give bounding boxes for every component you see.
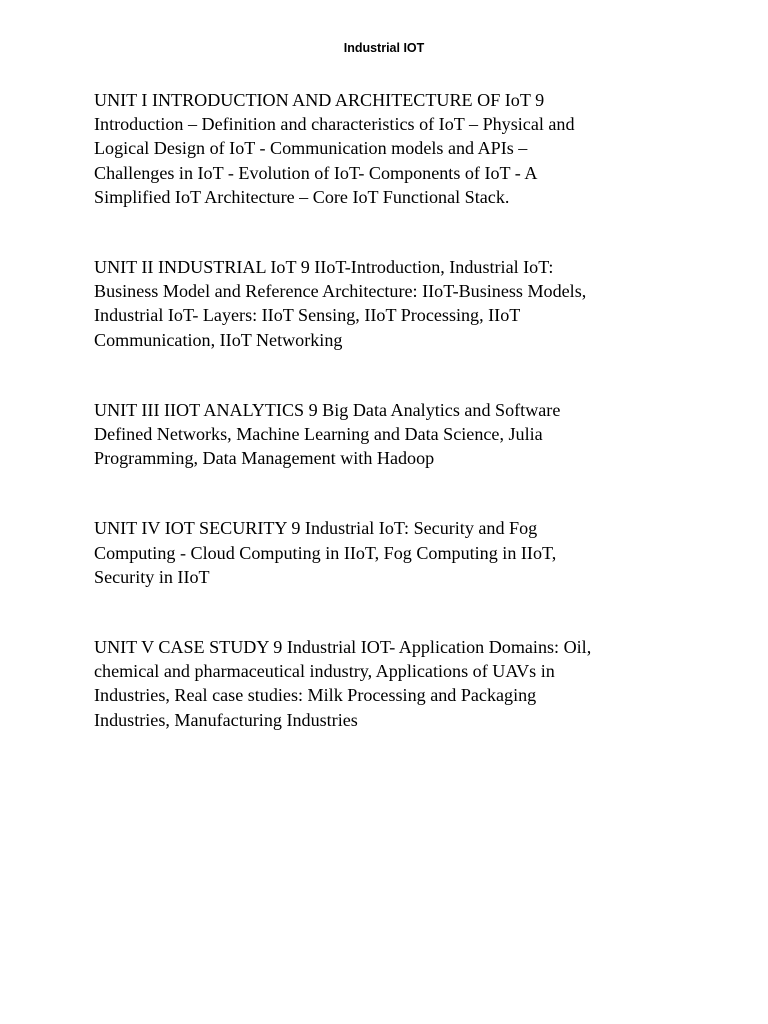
text-line: Introduction – Definition and characteristics of IoT – Physical and — [94, 114, 575, 135]
text-line: chemical and pharmaceutical industry, Applications of UAVs in — [94, 661, 555, 682]
text-line: Logical Design of IoT - Communication models and APIs – — [94, 138, 528, 159]
text-line: Industries, Real case studies: Milk Processing and Packaging — [94, 685, 537, 706]
text-line: UNIT I INTRODUCTION AND ARCHITECTURE OF IoT 9 — [94, 90, 545, 110]
text-line: Defined Networks, Machine Learning and Data Science, Julia — [94, 424, 543, 445]
text-line: Programming, Data Management with Hadoop — [94, 448, 435, 469]
text-line: UNIT II INDUSTRIAL IoT 9 IIoT-Introduction, Industrial IoT: — [94, 257, 554, 278]
text-line: Simplified IoT Architecture – Core IoT Functional Stack. — [94, 186, 510, 207]
text-line: UNIT V CASE STUDY 9 Industrial IOT- Application Domains: Oil, — [94, 637, 592, 658]
text-line: Communication, IIoT Networking — [94, 329, 343, 350]
text-line: Challenges in IoT - Evolution of IoT- Components of IoT - A — [94, 162, 538, 183]
text-line: Industrial IoT- Layers: IIoT Sensing, IIoT Processing, IIoT — [94, 305, 521, 326]
text-line: UNIT III IIOT ANALYTICS 9 Big Data Analytics and Software — [94, 399, 561, 420]
unit-3-paragraph — [94, 398, 694, 471]
text-line: Security in IIoT — [94, 566, 210, 587]
document-title: Industrial IOT — [343, 41, 425, 55]
unit-5-paragraph — [94, 635, 694, 732]
text-line: Business Model and Reference Architecture: IIoT-Business Models, — [94, 281, 587, 302]
unit-1-paragraph — [94, 88, 694, 209]
text-line: UNIT IV IOT SECURITY 9 Industrial IoT: Security and Fog — [94, 518, 538, 539]
unit-list — [94, 88, 694, 778]
text-line: Industries, Manufacturing Industries — [94, 709, 358, 730]
unit-2-paragraph — [94, 255, 694, 352]
unit-4-paragraph — [94, 516, 694, 589]
text-line: Computing - Cloud Computing in IIoT, Fog Computing in IIoT, — [94, 542, 557, 563]
